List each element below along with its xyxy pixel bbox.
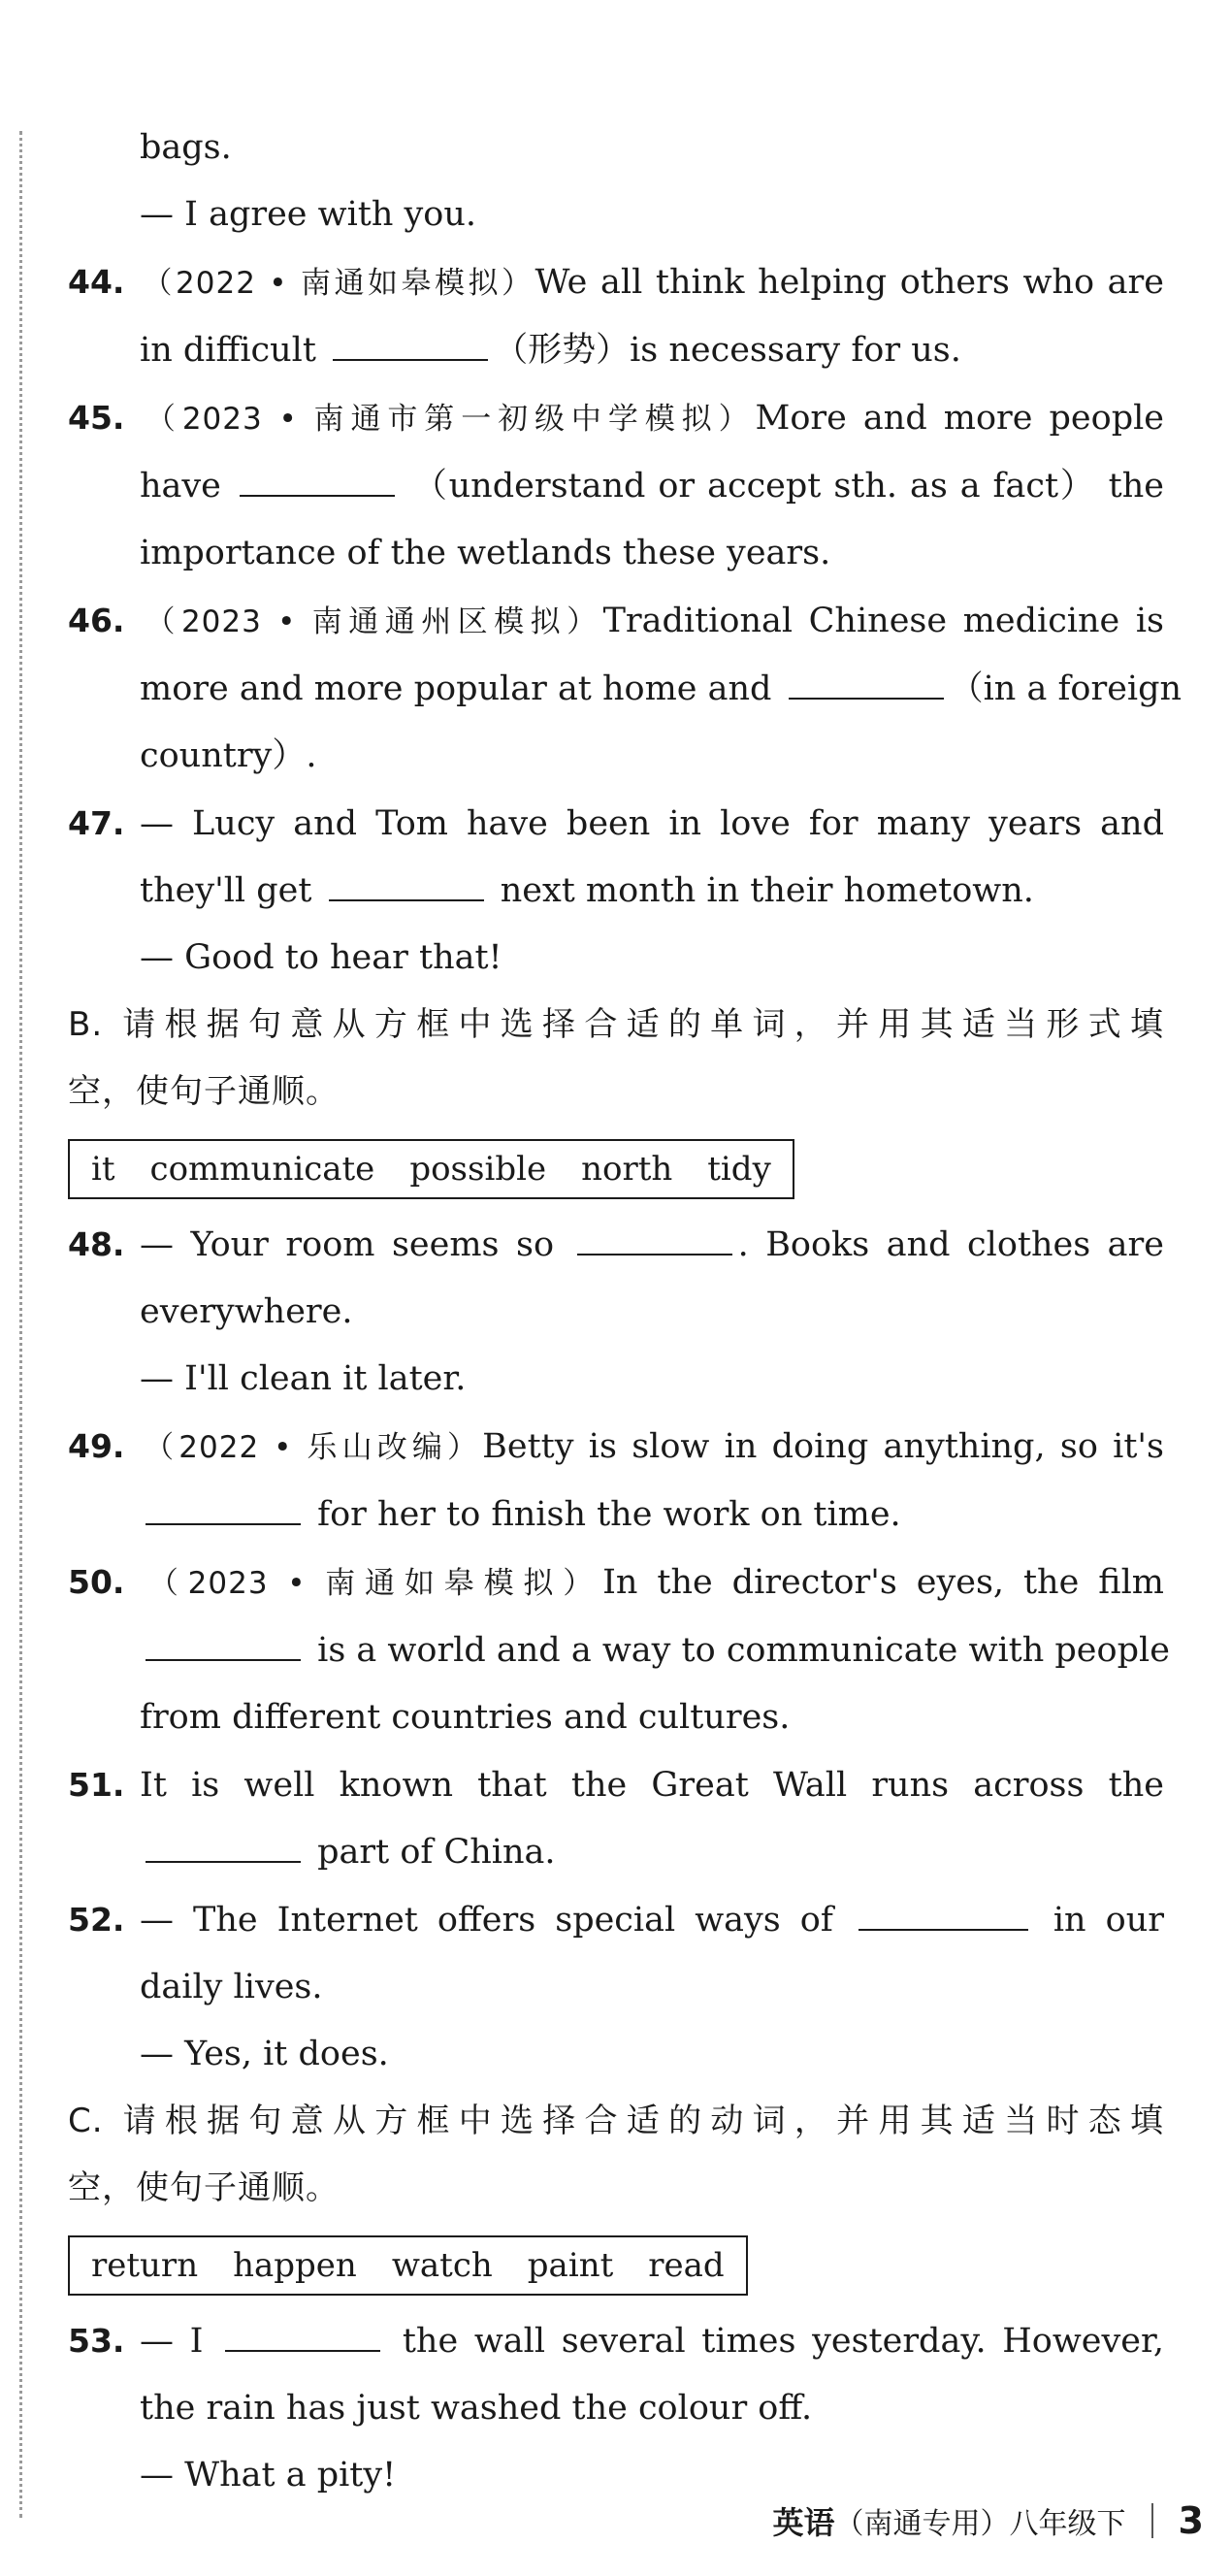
question-text: We all think helping others who are: [535, 263, 1164, 302]
word-bank-item: return: [91, 2246, 199, 2285]
question-number: 47.: [68, 804, 125, 842]
question-text: — Lucy and Tom have been in love for many years and: [140, 804, 1164, 843]
question-51: [68, 1751, 1164, 1886]
question-text: in difficult: [140, 331, 316, 370]
question-source: （2023 • 南通如皋模拟）: [140, 1566, 603, 1601]
question-text: for her to finish the work on time.: [317, 1495, 901, 1534]
question-number: 45.: [68, 399, 125, 437]
question-45: [68, 384, 1164, 587]
answer-blank[interactable]: [789, 697, 944, 700]
question-49: [68, 1413, 1164, 1549]
question-text: — I: [140, 2322, 204, 2361]
question-text: importance of the wetlands these years.: [140, 534, 831, 572]
question-text: — The Internet offers special ways of: [140, 1901, 833, 1940]
question-source: （2022 • 南通如皋模拟）: [140, 266, 535, 301]
page-footer: [773, 2492, 1204, 2550]
question-number: 51.: [68, 1766, 125, 1804]
question-53: [68, 2307, 1164, 2509]
answer-blank[interactable]: [225, 2349, 380, 2352]
word-bank-item: north: [581, 1150, 673, 1189]
question-52: [68, 1886, 1164, 2088]
section-c-instruction-cont: 空，使句子通顺。: [68, 2168, 340, 2207]
question-44: [68, 248, 1164, 384]
question-48: [68, 1211, 1164, 1413]
exercise-content: [68, 114, 1182, 2509]
word-bank-item: tidy: [707, 1150, 771, 1189]
question-46: [68, 587, 1182, 790]
question-text: — Yes, it does.: [140, 2035, 389, 2073]
question-number: 49.: [68, 1427, 125, 1465]
question-source: （2022 • 乐山改编）: [140, 1430, 483, 1465]
word-bank-item: possible: [409, 1150, 547, 1189]
word-bank-item: read: [648, 2246, 725, 2285]
section-c-instruction: C. 请根据句意从方框中选择合适的动词，并用其适当时态填: [68, 2102, 1164, 2140]
question-text: In the director's eyes, the film: [602, 1563, 1164, 1602]
question-number: 50.: [68, 1563, 125, 1601]
word-bank-item: happen: [233, 2246, 357, 2285]
answer-blank[interactable]: [577, 1253, 732, 1255]
question-number: 48.: [68, 1225, 125, 1263]
question-text: in our: [1053, 1901, 1164, 1940]
answer-blank[interactable]: [240, 494, 395, 497]
answer-blank[interactable]: [146, 1522, 301, 1525]
question-number: 53.: [68, 2322, 125, 2360]
question-text: — Good to hear that!: [140, 938, 502, 977]
question-text: daily lives.: [140, 1968, 323, 2006]
answer-blank[interactable]: [333, 358, 488, 361]
question-text: part of China.: [317, 1833, 556, 1872]
word-bank-item: paint: [527, 2246, 614, 2285]
footer-edition: （南通专用）八年级下: [834, 2507, 1126, 2541]
footer-subject: 英语: [772, 2504, 835, 2541]
question-text: （in a foreign: [949, 669, 1182, 708]
section-b: [68, 992, 1164, 1211]
question-number: 52.: [68, 1901, 125, 1939]
binding-dotted-line: [19, 131, 22, 2518]
question-text: country）.: [140, 736, 317, 775]
question-47: [68, 790, 1164, 992]
section-b-instruction-cont: 空，使句子通顺。: [68, 1072, 340, 1111]
question-text: from different countries and cultures.: [140, 1698, 791, 1737]
question-text: the wall several times yesterday. However,: [402, 2322, 1164, 2361]
answer-blank[interactable]: [858, 1928, 1028, 1931]
section-c: [68, 2088, 1164, 2307]
word-bank-item: it: [91, 1150, 115, 1189]
carry-line-1: bags.: [140, 128, 232, 167]
word-bank-box: [68, 2235, 748, 2296]
question-text: next month in their hometown.: [500, 871, 1034, 910]
question-text: More and more people: [755, 399, 1165, 438]
carry-line-2: — I agree with you.: [140, 195, 477, 234]
question-text: （understand or accept sth. as a fact） the: [412, 467, 1164, 505]
question-source: （2023 • 南通通州区模拟）: [140, 604, 603, 639]
section-b-instruction: B. 请根据句意从方框中选择合适的单词，并用其适当形式填: [68, 1005, 1164, 1044]
question-number: 46.: [68, 602, 125, 639]
question-text: they'll get: [140, 871, 312, 910]
word-bank-box: [68, 1139, 794, 1199]
word-bank-item: watch: [391, 2246, 493, 2285]
question-source: （2023 • 南通市第一初级中学模拟）: [140, 402, 756, 437]
answer-blank[interactable]: [146, 1658, 301, 1661]
answer-blank[interactable]: [146, 1860, 301, 1863]
question-text: . Books and clothes are: [737, 1225, 1164, 1264]
question-text: Traditional Chinese medicine is: [602, 602, 1164, 640]
question-50: [68, 1549, 1170, 1751]
question-text: — Your room seems so: [140, 1225, 555, 1264]
question-text: more and more popular at home and: [140, 669, 772, 708]
question-text: have: [140, 467, 221, 505]
question-text: — I'll clean it later.: [140, 1359, 467, 1398]
question-text: everywhere.: [140, 1292, 353, 1331]
footer-divider: [1151, 2503, 1153, 2538]
question-text: — What a pity!: [140, 2456, 397, 2494]
answer-blank[interactable]: [329, 898, 484, 901]
page-number: 3: [1178, 2499, 1204, 2542]
question-text: （形势）is necessary for us.: [494, 331, 961, 370]
question-text: Betty is slow in doing anything, so it's: [482, 1427, 1164, 1466]
word-bank-item: communicate: [149, 1150, 375, 1189]
question-text: is a world and a way to communicate with people: [317, 1631, 1170, 1670]
carryover-question: [68, 114, 1164, 248]
question-number: 44.: [68, 263, 125, 301]
question-text: the rain has just washed the colour off.: [140, 2389, 813, 2428]
question-text: It is well known that the Great Wall runs across the: [140, 1766, 1164, 1805]
